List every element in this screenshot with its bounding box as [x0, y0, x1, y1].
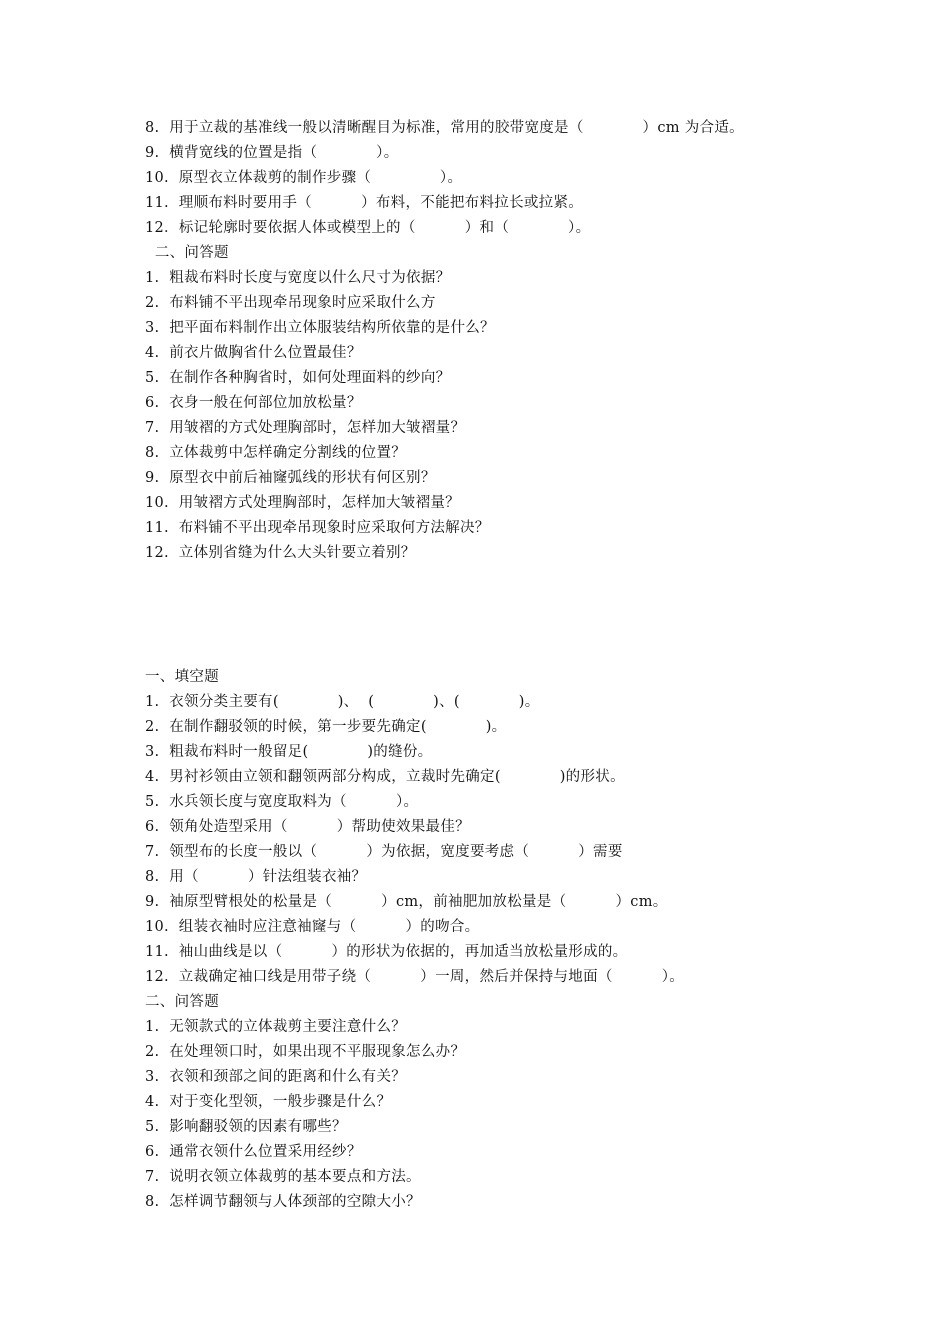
fill-blank-q3: 3. 粗裁布料时一般留足( )的缝份。 — [145, 744, 433, 760]
qa-q5: 5. 在制作各种胸省时，如何处理面料的纱向？ — [145, 370, 451, 386]
qa-q3: 3. 衣领和颈部之间的距离和什么有关？ — [145, 1069, 407, 1085]
section-heading-fill-blank: 一、填空题 — [145, 669, 219, 685]
qa-q6: 6. 通常衣领什么位置采用经纱？ — [145, 1144, 362, 1160]
qa-q12: 12. 立体别省缝为什么大头针要立着别？ — [145, 545, 416, 561]
section-heading-qa: 二、问答题 — [145, 994, 219, 1010]
fill-blank-q1: 1. 衣领分类主要有( )、 ( )、( )。 — [145, 694, 540, 710]
qa-q3: 3. 把平面布料制作出立体服装结构所依靠的是什么？ — [145, 320, 495, 336]
qa-q8: 8. 怎样调节翻领与人体颈部的空隙大小？ — [145, 1194, 421, 1210]
qa-q1: 1. 无领款式的立体裁剪主要注意什么？ — [145, 1019, 407, 1035]
fill-blank-q12: 12．标记轮廓时要依据人体或模型上的（ ）和（ ）。 — [145, 220, 591, 236]
fill-blank-q2: 2. 在制作翻驳领的时候，第一步要先确定( )。 — [145, 719, 507, 735]
fill-blank-q11: 11. 理顺布料时要用手（ ）布料，不能把布料拉长或拉紧。 — [145, 195, 584, 211]
qa-q6: 6. 衣身一般在何部位加放松量？ — [145, 395, 362, 411]
fill-blank-q12: 12. 立裁确定袖口线是用带子绕（ ）一周，然后并保持与地面（ ）。 — [145, 969, 685, 985]
qa-q11: 11. 布料铺不平出现牵吊现象时应采取何方法解决？ — [145, 520, 490, 536]
qa-q7: 7. 说明衣领立体裁剪的基本要点和方法。 — [145, 1169, 421, 1185]
qa-q10: 10. 用皱褶方式处理胸部时，怎样加大皱褶量？ — [145, 495, 460, 511]
qa-q2: 2. 在处理领口时，如果出现不平服现象怎么办？ — [145, 1044, 466, 1060]
fill-blank-q8: 8. 用于立裁的基准线一般以清晰醒目为标准，常用的胶带宽度是（ ）cm 为合适。 — [145, 120, 744, 136]
fill-blank-q9: 9. 袖原型臂根处的松量是（ ）cm，前袖肥加放松量是（ ）cm。 — [145, 894, 668, 910]
fill-blank-q4: 4. 男衬衫领由立领和翻领两部分构成，立裁时先确定( )的形状。 — [145, 769, 625, 785]
qa-q4: 4. 对于变化型领，一般步骤是什么？ — [145, 1094, 392, 1110]
qa-q9: 9. 原型衣中前后袖窿弧线的形状有何区别？ — [145, 470, 436, 486]
fill-blank-q5: 5. 水兵领长度与宽度取料为（ ）。 — [145, 794, 419, 810]
fill-blank-q6: 6. 领角处造型采用（ ）帮助使效果最佳？ — [145, 819, 470, 835]
fill-blank-q10: 10. 原型衣立体裁剪的制作步骤（ ）。 — [145, 170, 463, 186]
section-heading-qa: 二、问答题 — [145, 245, 229, 261]
fill-blank-q7: 7. 领型布的长度一般以（ ）为依据，宽度要考虑（ ）需要 — [145, 844, 623, 860]
qa-q2: 2. 布料铺不平出现牵吊现象时应采取什么方 — [145, 295, 436, 311]
fill-blank-q9: 9. 横背宽线的位置是指（ ）。 — [145, 145, 399, 161]
qa-q7: 7. 用皱褶的方式处理胸部时，怎样加大皱褶量？ — [145, 420, 466, 436]
qa-q8: 8. 立体裁剪中怎样确定分割线的位置？ — [145, 445, 407, 461]
qa-q1: 1. 粗裁布料时长度与宽度以什么尺寸为依据？ — [145, 270, 451, 286]
fill-blank-q11: 11. 袖山曲线是以（ ）的形状为依据的，再加适当放松量形成的。 — [145, 944, 628, 960]
qa-q4: 4. 前衣片做胸省什么位置最佳？ — [145, 345, 362, 361]
qa-q5: 5. 影响翻驳领的因素有哪些？ — [145, 1119, 347, 1135]
fill-blank-q10: 10. 组装衣袖时应注意袖窿与（ ）的吻合。 — [145, 919, 480, 935]
fill-blank-q8: 8. 用（ ）针法组装衣袖？ — [145, 869, 367, 885]
